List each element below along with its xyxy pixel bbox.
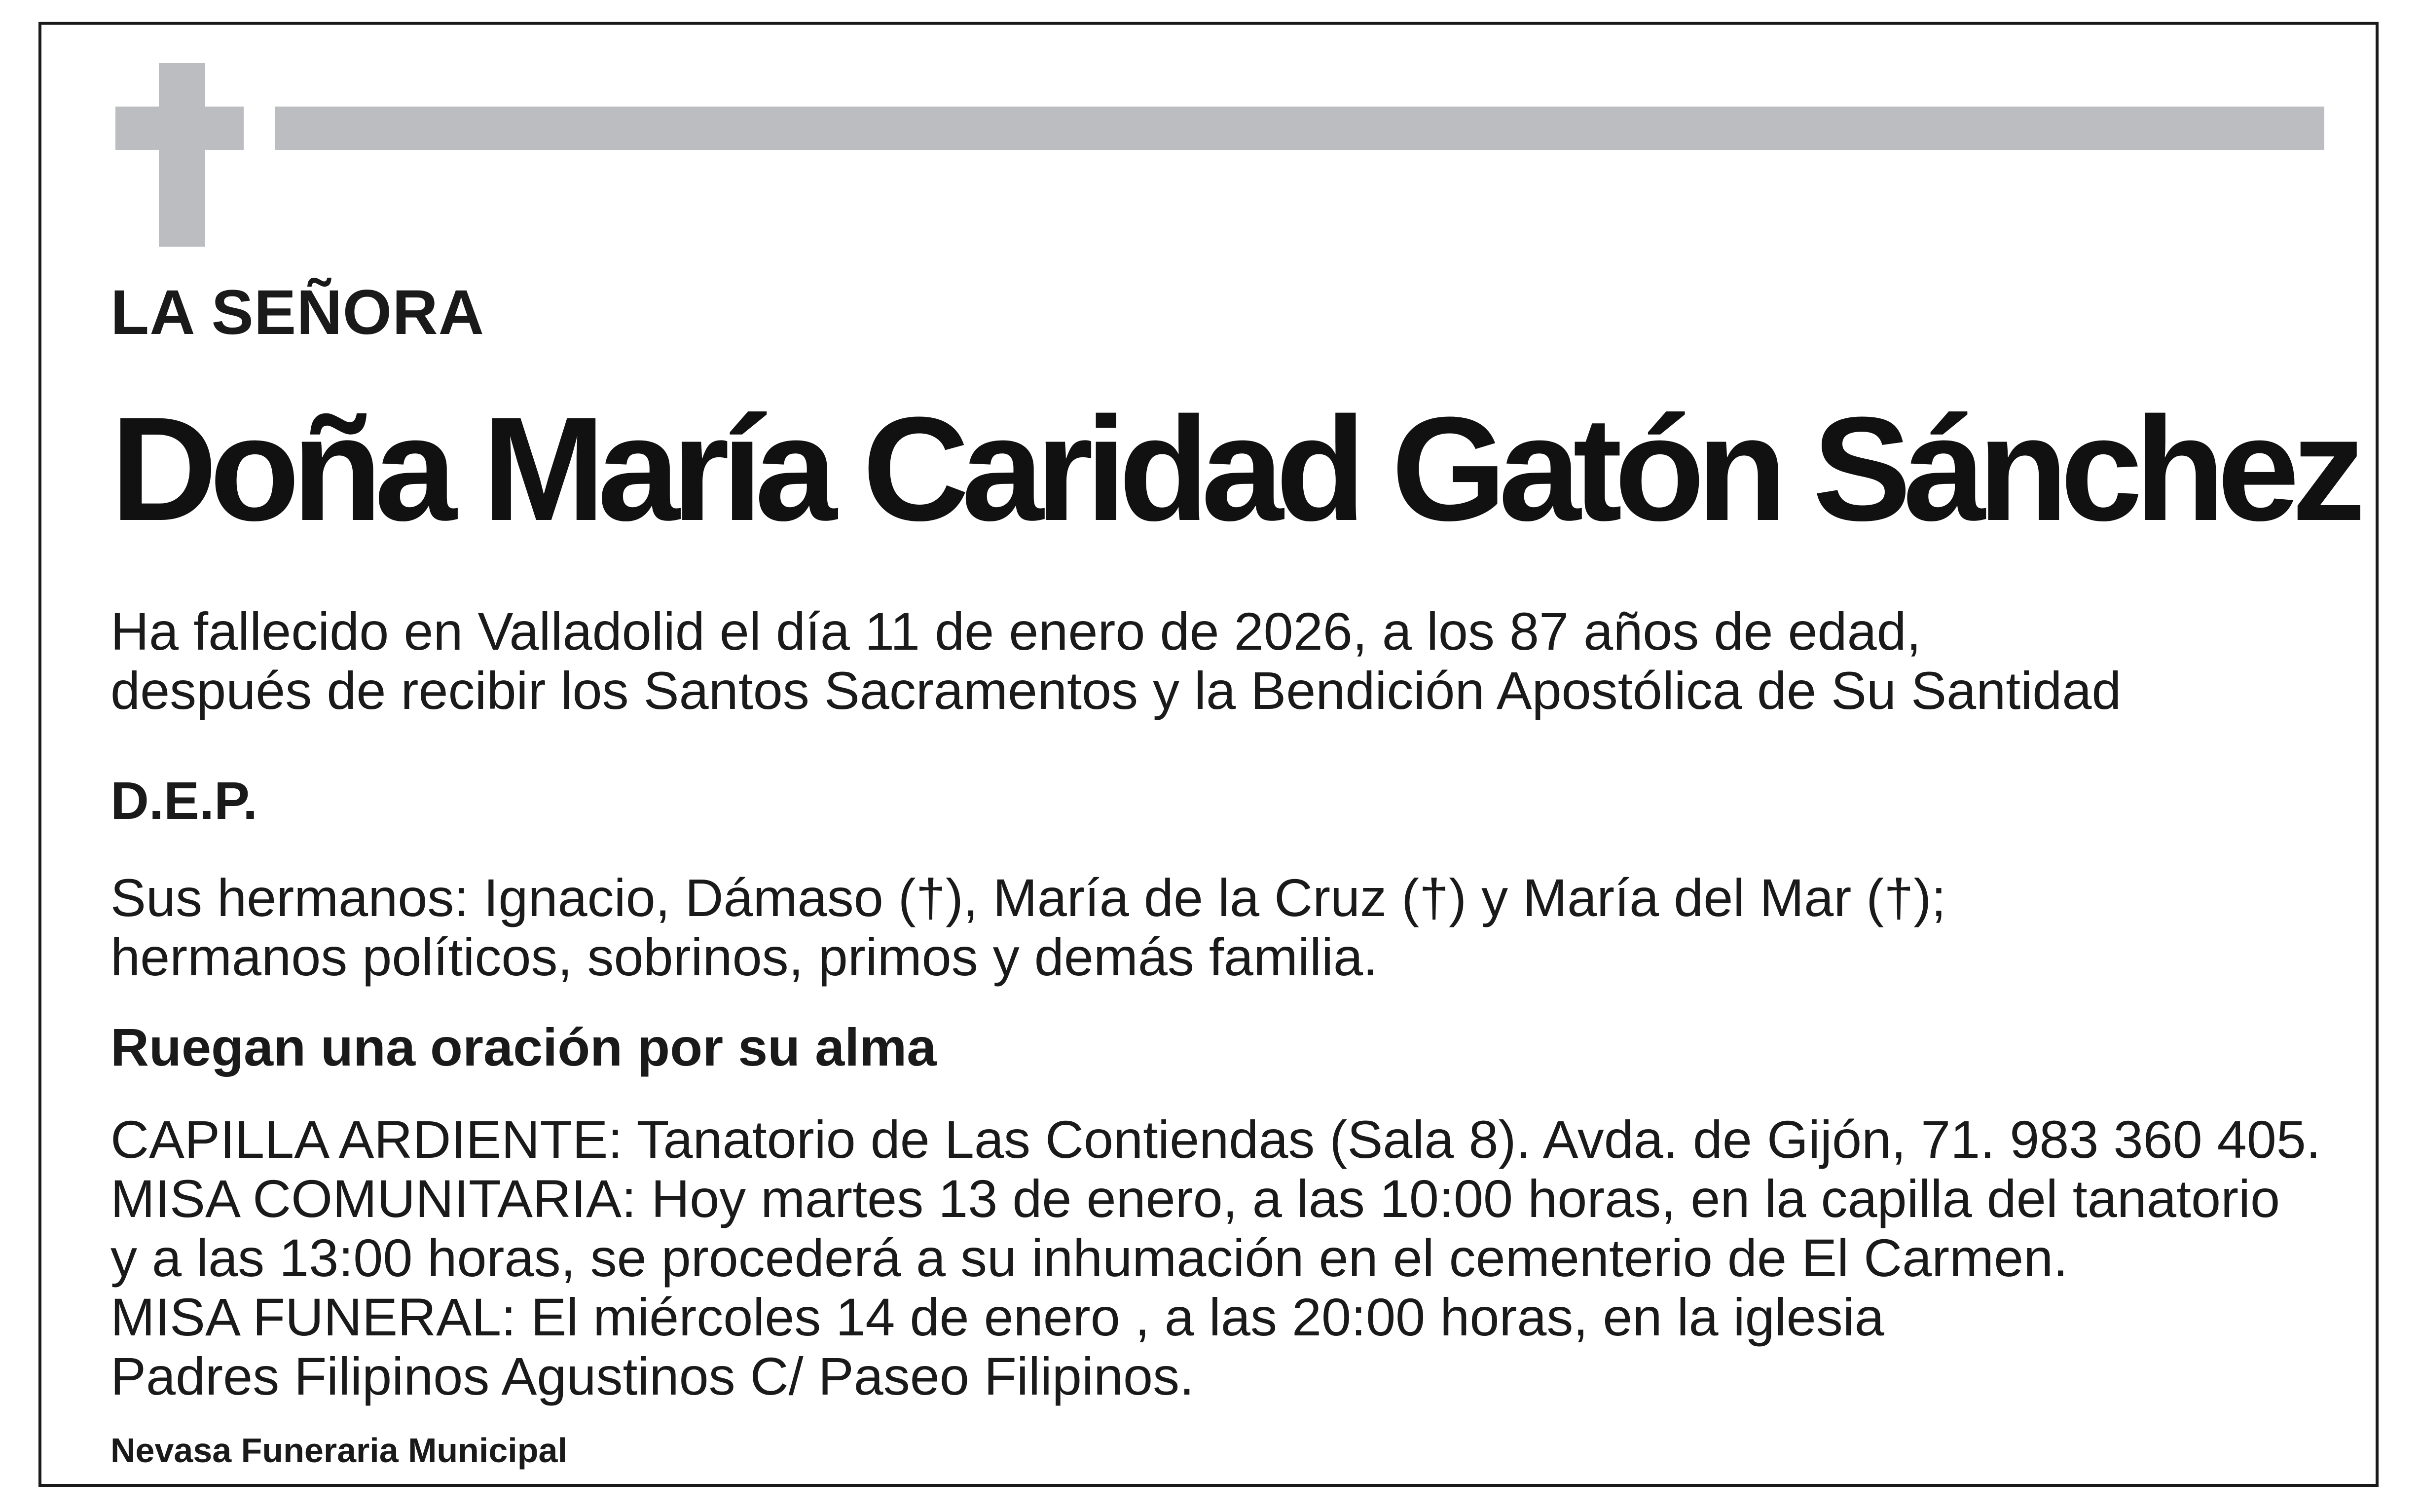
service-line: y a las 13:00 horas, se procederá a su inhumación en el cementerio de El Carmen. — [110, 1228, 2068, 1288]
death-line: después de recibir los Santos Sacramentos y la Bendición Apostólica de Su Santidad — [110, 661, 2122, 720]
death-announcement — [110, 602, 2121, 720]
cross-horizontal-beam — [115, 107, 244, 150]
family-line: Sus hermanos: Ignacio, Dámaso (†), María de la Cruz (†) y María del Mar (†); — [110, 868, 1946, 927]
dep-text: D.E.P. — [110, 771, 258, 830]
header-rule — [275, 107, 2324, 150]
family-line: hermanos políticos, sobrinos, primos y demás familia. — [110, 927, 1378, 987]
service-line: Padres Filipinos Agustinos C/ Paseo Filipinos. — [110, 1346, 1195, 1406]
family-list — [110, 868, 1946, 987]
service-line: MISA COMUNITARIA: Hoy martes 13 de enero, a las 10:00 horas, en la capilla del tanatorio — [110, 1169, 2280, 1228]
funeral-home-name: Nevasa Funeraria Municipal — [110, 1431, 567, 1470]
service-details — [110, 1110, 2321, 1406]
service-line: CAPILLA ARDIENTE: Tanatorio de Las Contiendas (Sala 8). Avda. de Gijón, 71. 983 360 405. — [110, 1109, 2321, 1169]
deceased-name: Doña María Caridad Gatón Sánchez — [110, 386, 2358, 552]
honorific: LA SEÑORA — [110, 277, 485, 348]
cross-vertical-beam — [159, 63, 205, 247]
death-line: Ha fallecido en Valladolid el día 11 de enero de 2026, a los 87 años de edad, — [110, 601, 1921, 661]
service-line: MISA FUNERAL: El miércoles 14 de enero , a las 20:00 horas, en la iglesia — [110, 1287, 1884, 1347]
prayer-request: Ruegan una oración por su alma — [110, 1017, 937, 1077]
